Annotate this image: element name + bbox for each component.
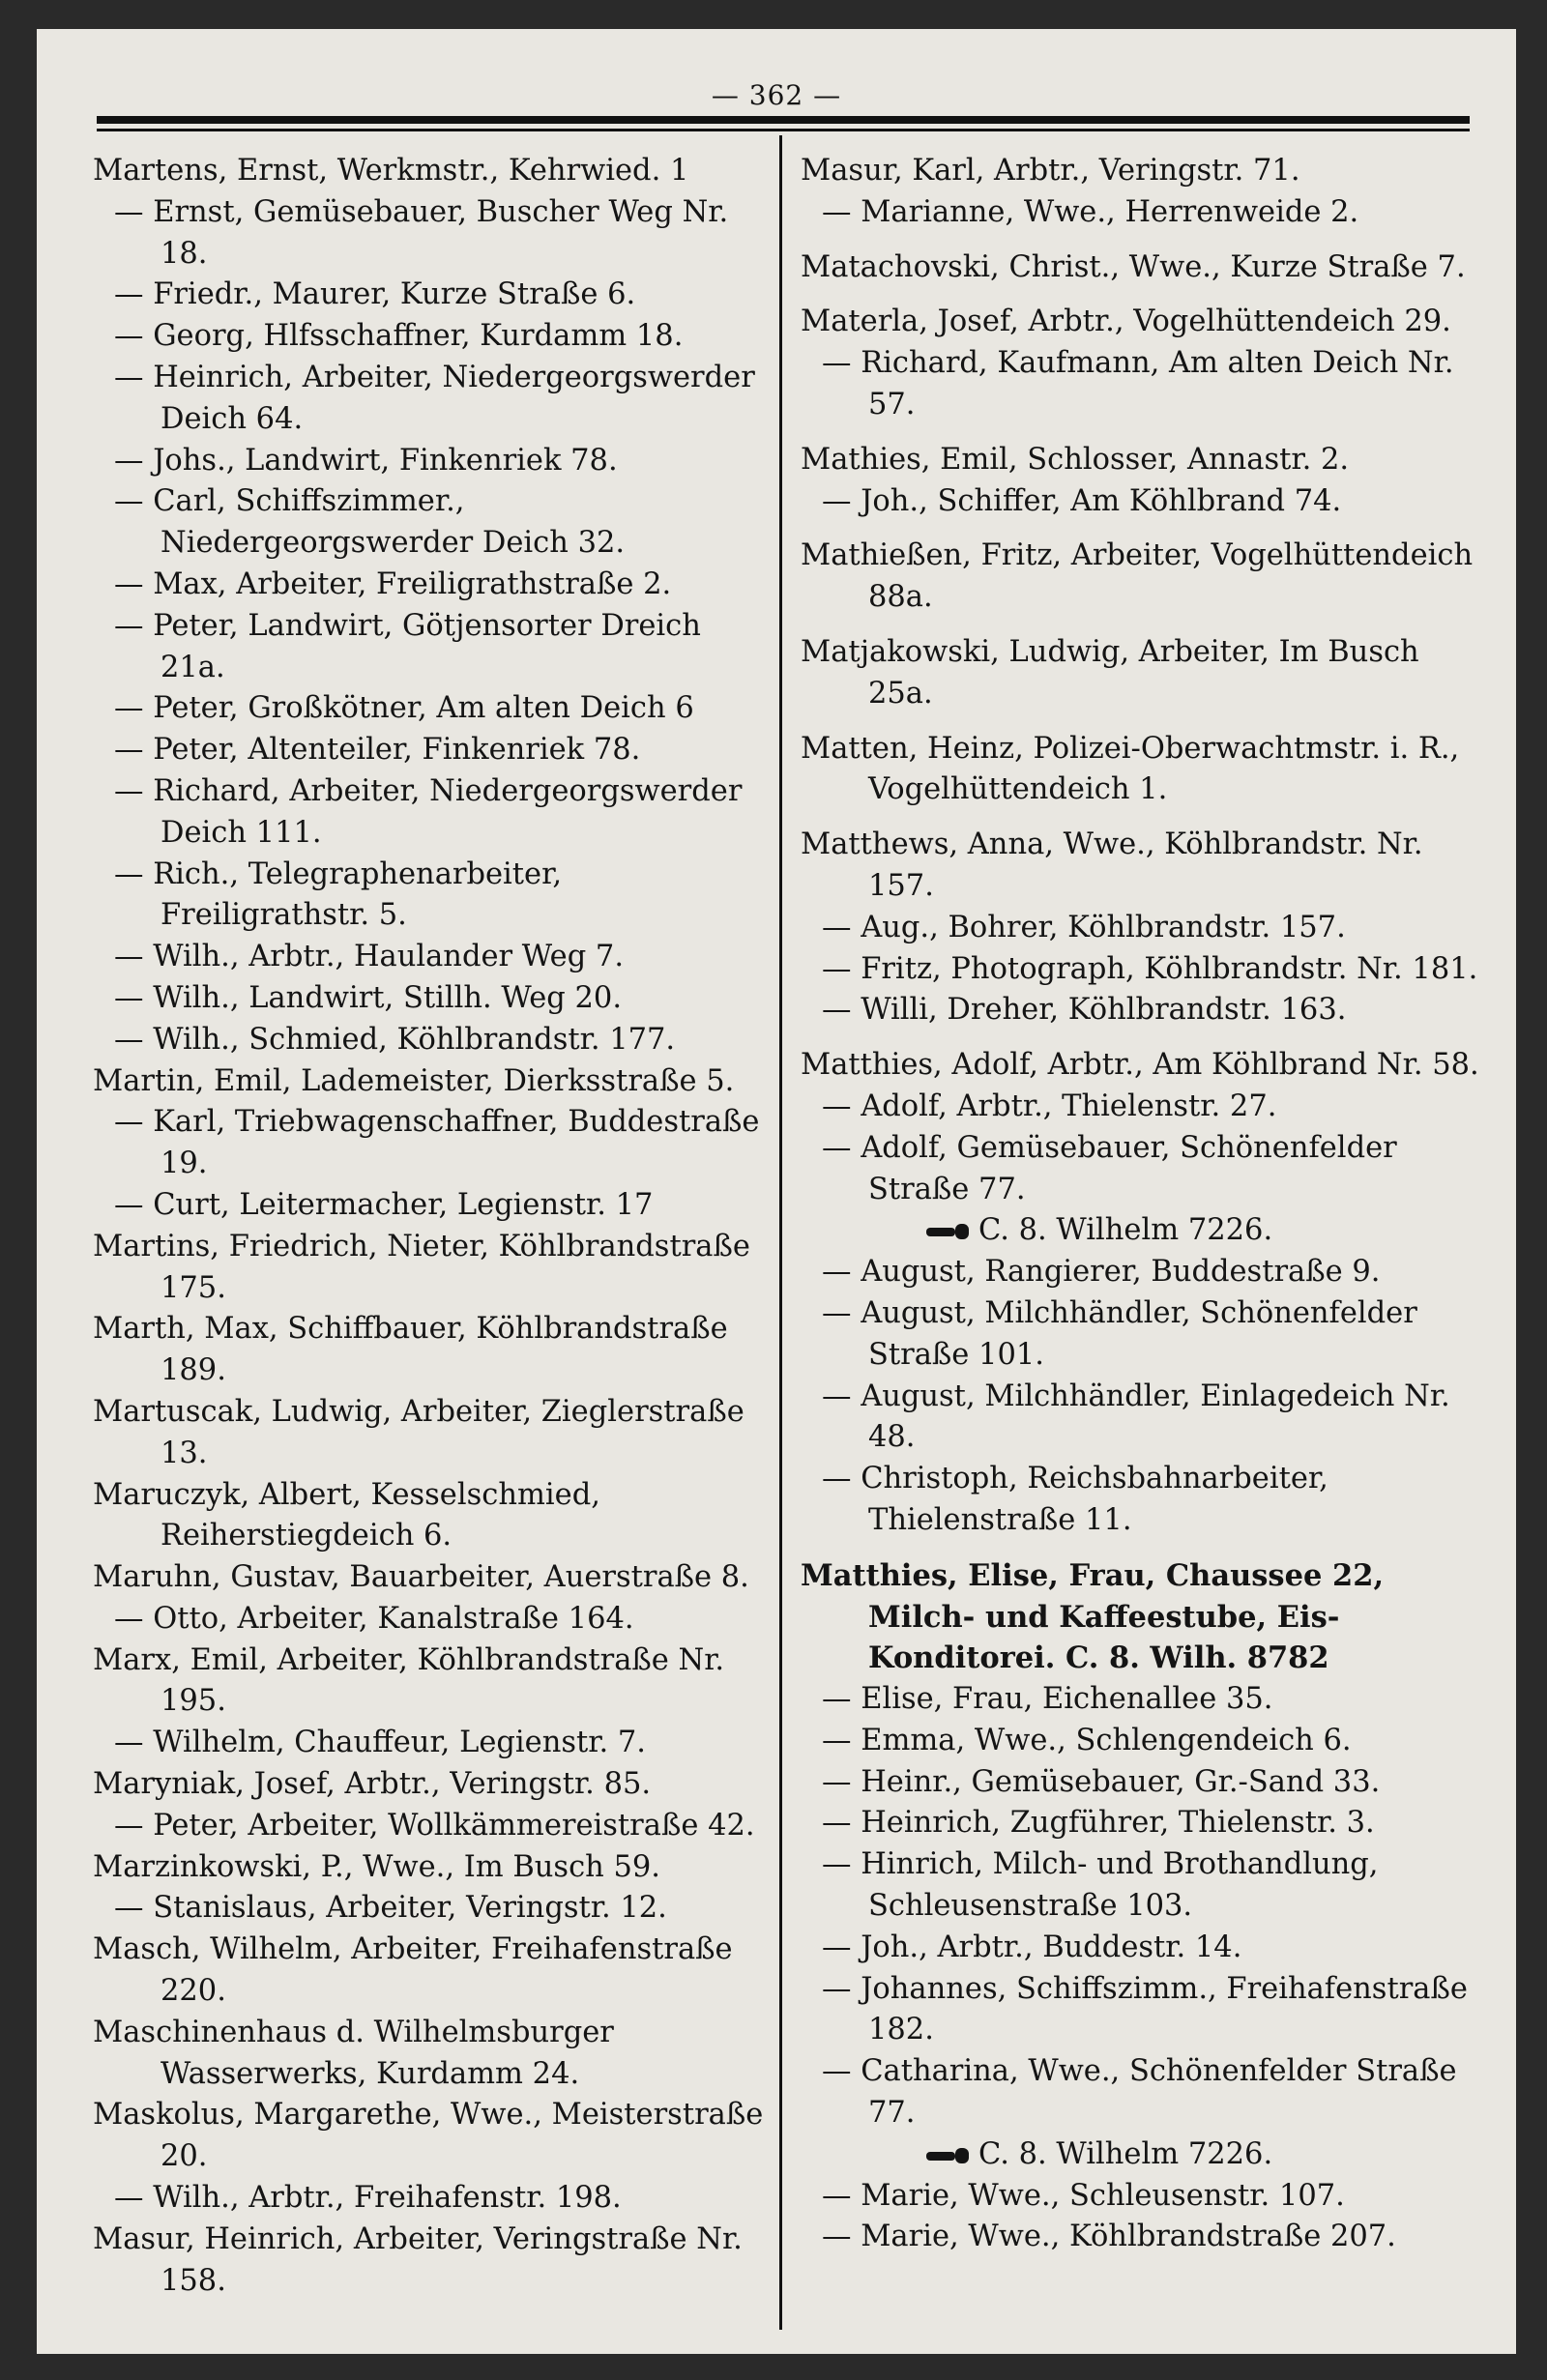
directory-entry: [93, 1102, 765, 1185]
directory-entry: [93, 1557, 765, 1599]
header-rule-thin: [97, 129, 1470, 131]
directory-entry: [801, 1969, 1482, 2052]
entry-text: — Willi, Dreher, Köhlbrandstr. 163.: [822, 993, 1347, 1028]
directory-entry: [801, 1459, 1482, 1542]
entry-text: — Rich., Telegraphenarbeiter, Freiligrathstr. 5.: [114, 856, 563, 933]
entry-text: Masur, Heinrich, Arbeiter, Veringstraße Nr. 158.: [93, 2221, 743, 2298]
entry-text: Maruczyk, Albert, Kesselschmied, Reiherstiegdeich 6.: [93, 1477, 600, 1553]
entry-text: — Adolf, Arbtr., Thielenstr. 27.: [822, 1088, 1277, 1123]
directory-entry: [801, 247, 1482, 289]
entry-text: Marzinkowski, P., Wwe., Im Busch 59.: [93, 1849, 661, 1884]
directory-entry: [801, 1128, 1482, 1211]
entry-text: — Peter, Landwirt, Götjensorter Dreich 21a.: [114, 608, 701, 684]
entry-text: Marth, Max, Schiffbauer, Köhlbrandstraße 189.: [93, 1312, 728, 1388]
entry-text: — Carl, Schiffszimmer., Niedergeorgswerder Deich 32.: [114, 484, 626, 561]
directory-entry: [93, 1392, 765, 1475]
page-number: — 362 —: [711, 79, 842, 111]
entry-text: — Johannes, Schiffszimm., Freihafenstraße 182.: [822, 1971, 1468, 2047]
directory-entry: [801, 1252, 1482, 1293]
directory-entry: [801, 1844, 1482, 1928]
directory-entry: [801, 1803, 1482, 1844]
entry-text: Materla, Josef, Arbtr., Vogelhüttendeich 29.: [801, 305, 1451, 339]
directory-page: [37, 29, 1516, 2354]
directory-entry: [801, 1555, 1482, 1679]
directory-entry: [801, 2176, 1482, 2218]
directory-entry: [93, 606, 765, 689]
directory-entry: [801, 1293, 1482, 1377]
directory-entry: [93, 1599, 765, 1640]
telephone-line: [926, 1210, 1482, 1252]
entry-text: C. 8. Wilhelm 7226.: [978, 2136, 1273, 2171]
entry-text: Mathies, Emil, Schlosser, Annastr. 2.: [801, 442, 1350, 477]
entry-text: — Stanislaus, Arbeiter, Veringstr. 12.: [114, 1891, 667, 1926]
entry-text: C. 8. Wilhelm 7226.: [978, 1213, 1273, 1248]
entry-text: — August, Milchhändler, Einlagedeich Nr. 48.: [822, 1379, 1450, 1455]
directory-entry: [801, 1045, 1482, 1087]
entry-text: — Richard, Kaufmann, Am alten Deich Nr. 57.: [822, 346, 1454, 421]
entry-text: — Aug., Bohrer, Köhlbrandstr. 157.: [822, 910, 1346, 944]
directory-entry: [93, 1723, 765, 1764]
telephone-icon: [926, 2148, 969, 2163]
entry-text: — Max, Arbeiter, Freiligrathstraße 2.: [114, 566, 672, 601]
directory-entry: [93, 2095, 765, 2178]
entry-text: — Hinrich, Milch- und Brothandlung, Schleusenstraße 103.: [822, 1847, 1379, 1924]
directory-entry: [93, 565, 765, 606]
entry-text: Matachovski, Christ., Wwe., Kurze Straße 7.: [801, 249, 1466, 284]
entry-text: — Joh., Schiffer, Am Köhlbrand 74.: [822, 483, 1342, 518]
directory-entry: [93, 1185, 765, 1227]
directory-entry: [801, 1762, 1482, 1804]
entry-text: — Peter, Altenteiler, Finkenriek 78.: [114, 733, 641, 768]
entry-text: — Fritz, Photograph, Köhlbrandstr. Nr. 181.: [822, 951, 1478, 986]
directory-entry: [801, 949, 1482, 991]
directory-entry: [801, 151, 1482, 192]
directory-entry: [93, 1764, 765, 1806]
left-column: [93, 151, 765, 2302]
entry-text: — Peter, Arbeiter, Wollkämmereistraße 42.: [114, 1808, 755, 1843]
entry-text: — Emma, Wwe., Schlengendeich 6.: [822, 1723, 1352, 1757]
entry-text: Martens, Ernst, Werkmstr., Kehrwied. 1: [93, 154, 689, 188]
entry-text: — Friedr., Maurer, Kurze Straße 6.: [114, 277, 636, 312]
entry-text: — Marie, Wwe., Schleusenstr. 107.: [822, 2178, 1345, 2213]
entry-text: Maryniak, Josef, Arbtr., Veringstr. 85.: [93, 1767, 652, 1802]
directory-entry: [93, 1309, 765, 1392]
entry-text: — Karl, Triebwagenschaffner, Buddestraße 19.: [114, 1105, 760, 1181]
entry-text: — Johs., Landwirt, Finkenriek 78.: [114, 443, 618, 478]
directory-entry: [93, 1475, 765, 1558]
directory-entry: [801, 440, 1482, 481]
directory-entry: [93, 1227, 765, 1310]
entry-text: Matthies, Adolf, Arbtr., Am Köhlbrand Nr. 58.: [801, 1048, 1479, 1083]
directory-entry: [93, 937, 765, 978]
telephone-icon: [926, 1224, 969, 1239]
directory-entry: [93, 730, 765, 771]
entry-text: — Curt, Leitermacher, Legienstr. 17: [114, 1187, 654, 1222]
directory-entry: [801, 729, 1482, 812]
directory-entry: [93, 978, 765, 1020]
entry-text: Martins, Friedrich, Nieter, Köhlbrandstraße 175.: [93, 1229, 750, 1305]
entry-text: Masch, Wilhelm, Arbeiter, Freihafenstraße 220.: [93, 1932, 733, 2009]
directory-entry: [93, 1930, 765, 2013]
entry-text: Maschinenhaus d. Wilhelmsburger Wasserwerks, Kurdamm 24.: [93, 2015, 614, 2091]
right-column: [801, 151, 1482, 2258]
directory-entry: [801, 825, 1482, 908]
entry-text: — Heinr., Gemüsebauer, Gr.-Sand 33.: [822, 1764, 1381, 1799]
entry-text: — Otto, Arbeiter, Kanalstraße 164.: [114, 1601, 634, 1636]
directory-entry: [93, 855, 765, 938]
entry-text: — Marianne, Wwe., Herrenweide 2.: [822, 194, 1359, 229]
directory-entry: [93, 481, 765, 565]
entry-text: — Christoph, Reichsbahnarbeiter, Thielenstraße 11.: [822, 1462, 1328, 1537]
directory-entry: [801, 1721, 1482, 1762]
entry-text: Maruhn, Gustav, Bauarbeiter, Auerstraße 8.: [93, 1560, 749, 1595]
entry-text: — Wilhelm, Chauffeur, Legienstr. 7.: [114, 1726, 646, 1760]
entry-text: — Richard, Arbeiter, Niedergeorgswerder Deich 111.: [114, 773, 743, 850]
directory-entry: [801, 908, 1482, 949]
directory-entry: [801, 536, 1482, 619]
entry-text: Matjakowski, Ludwig, Arbeiter, Im Busch 25a.: [801, 634, 1419, 711]
entry-text: — Georg, Hlfsschaffner, Kurdamm 18.: [114, 319, 684, 354]
directory-entry: [801, 343, 1482, 426]
directory-entry: [93, 2220, 765, 2303]
header-rule-thick: [97, 116, 1470, 124]
entry-text: — Heinrich, Zugführer, Thielenstr. 3.: [822, 1806, 1375, 1841]
directory-entry: [93, 771, 765, 855]
entry-text: — August, Rangierer, Buddestraße 9.: [822, 1255, 1381, 1290]
entry-text: Matthews, Anna, Wwe., Köhlbrandstr. Nr. 157.: [801, 827, 1423, 903]
directory-entry: [801, 2217, 1482, 2258]
entry-text: Matthies, Elise, Frau, Chaussee 22, Milch- und Kaffeestube, Eis-Konditorei. C. 8. Wilh. 8782: [801, 1557, 1385, 1676]
directory-entry: [801, 302, 1482, 343]
column-divider: [779, 135, 782, 2330]
directory-entry: [93, 358, 765, 441]
directory-entry: [801, 990, 1482, 1031]
directory-entry: [93, 316, 765, 358]
directory-entry: [801, 481, 1482, 523]
entry-text: — Adolf, Gemüsebauer, Schönenfelder Straße 77.: [822, 1130, 1397, 1206]
directory-entry: [93, 192, 765, 276]
directory-entry: [93, 2013, 765, 2096]
directory-entry: [93, 275, 765, 316]
directory-entry: [93, 1020, 765, 1061]
directory-entry: [801, 1679, 1482, 1721]
directory-entry: [93, 1806, 765, 1847]
directory-entry: [93, 1640, 765, 1724]
entry-text: — Wilh., Landwirt, Stillh. Weg 20.: [114, 980, 623, 1015]
entry-text: Matten, Heinz, Polizei-Oberwachtmstr. i. R., Vogelhüttendeich 1.: [801, 731, 1460, 807]
entry-text: — Wilh., Schmied, Köhlbrandstr. 177.: [114, 1022, 676, 1057]
directory-entry: [801, 1377, 1482, 1460]
directory-entry: [801, 192, 1482, 234]
entry-text: — August, Milchhändler, Schönenfelder Straße 101.: [822, 1295, 1417, 1372]
entry-text: — Peter, Großkötner, Am alten Deich 6: [114, 691, 694, 726]
entry-text: Masur, Karl, Arbtr., Veringstr. 71.: [801, 154, 1300, 188]
directory-entry: [93, 1061, 765, 1103]
entry-text: — Wilh., Arbtr., Freihafenstr. 198.: [114, 2181, 622, 2216]
directory-entry: [801, 2051, 1482, 2134]
entry-text: — Elise, Frau, Eichenallee 35.: [822, 1682, 1273, 1717]
entry-text: Maskolus, Margarethe, Wwe., Meisterstraße 20.: [93, 2098, 764, 2174]
entry-text: — Heinrich, Arbeiter, Niedergeorgswerder Deich 64.: [114, 360, 755, 436]
telephone-line: [926, 2134, 1482, 2176]
directory-entry: [93, 1847, 765, 1889]
entry-text: Mathießen, Fritz, Arbeiter, Vogelhüttendeich 88a.: [801, 538, 1474, 615]
directory-entry: [801, 632, 1482, 715]
entry-text: Martuscak, Ludwig, Arbeiter, Zieglerstraße 13.: [93, 1394, 744, 1470]
directory-entry: [93, 2178, 765, 2220]
directory-entry: [93, 688, 765, 730]
entry-text: — Ernst, Gemüsebauer, Buscher Weg Nr. 18.: [114, 194, 729, 271]
directory-entry: [801, 1087, 1482, 1128]
directory-entry: [93, 441, 765, 482]
entry-text: Marx, Emil, Arbeiter, Köhlbrandstraße Nr. 195.: [93, 1642, 725, 1719]
entry-text: Martin, Emil, Lademeister, Dierksstraße 5.: [93, 1063, 735, 1098]
directory-entry: [93, 1888, 765, 1930]
directory-entry: [801, 1928, 1482, 1969]
entry-text: — Catharina, Wwe., Schönenfelder Straße 77.: [822, 2054, 1457, 2131]
directory-entry: [93, 151, 765, 192]
entry-text: — Joh., Arbtr., Buddestr. 14.: [822, 1930, 1242, 1964]
entry-text: — Marie, Wwe., Köhlbrandstraße 207.: [822, 2220, 1396, 2254]
entry-text: — Wilh., Arbtr., Haulander Weg 7.: [114, 940, 625, 974]
